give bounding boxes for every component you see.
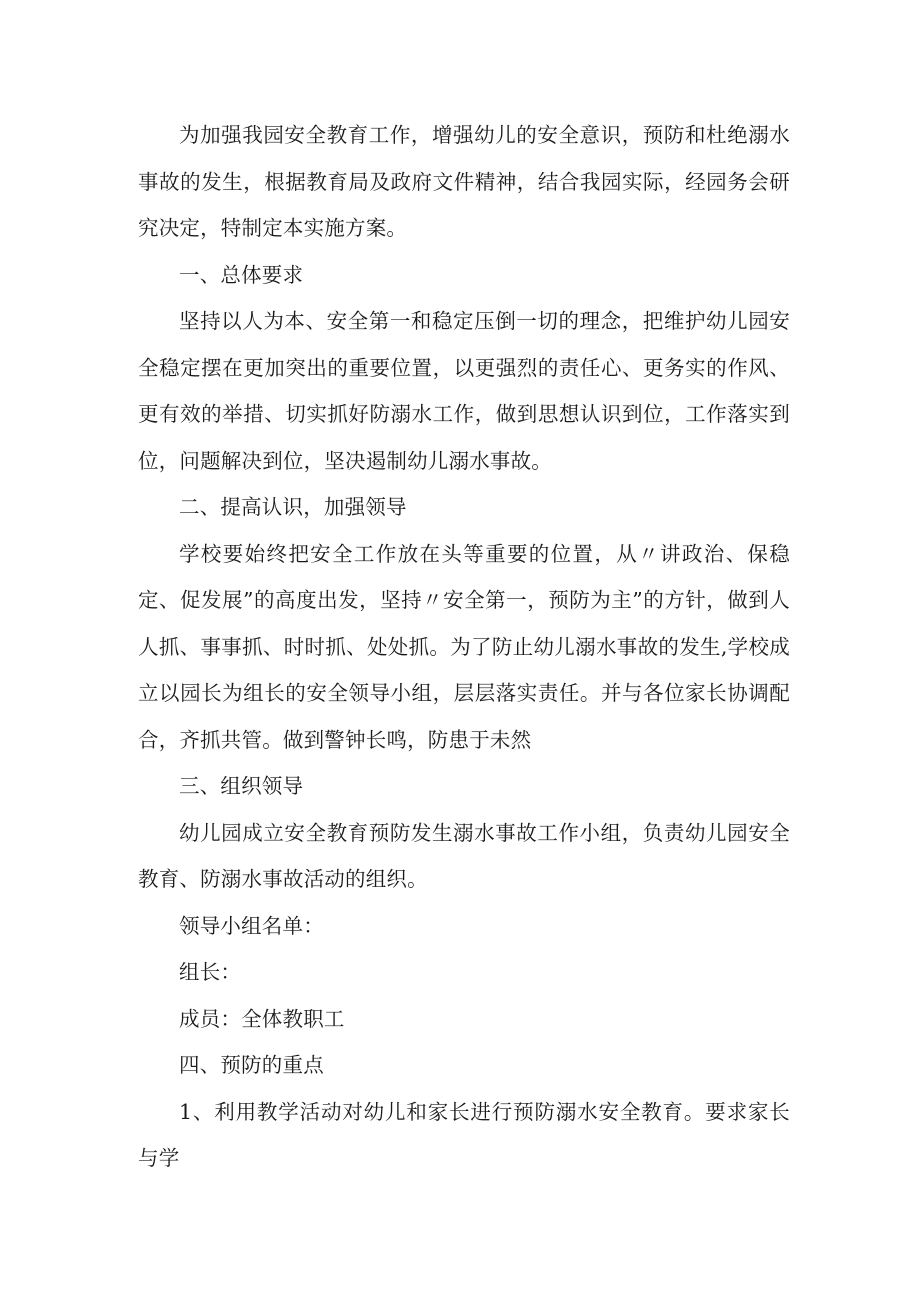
leadership-list-label: 领导小组名单： bbox=[179, 913, 324, 938]
document-body bbox=[138, 112, 790, 1182]
section-heading-prevention-focus: 四、预防的重点 bbox=[179, 1053, 324, 1077]
organization-paragraph: 幼儿园成立安全教育预防发生溺水事故工作小组，负责幼儿园安全教育、防溺水事故活动的组织。 bbox=[138, 820, 790, 891]
prevention-item-1: 1、利用教学活动对幼儿和家长进行预防溺水安全教育。要求家长与学 bbox=[138, 1099, 790, 1170]
awareness-leadership-paragraph: 学校要始终把安全工作放在头等重要的位置，从〃讲政治、保稳定、促发展”的高度出发，坚持〃安全第一，预防为主”的方针，做到人人抓、事事抓、时时抓、处处抓。为了防止幼儿溺水事故的发生,学校成立以园长为组长的安全领导小组，层层落实责任。并与各位家长协调配合，齐抓共管。做到警钟长鸣，防患于未然 bbox=[138, 541, 790, 752]
section-heading-general-requirements: 一、总体要求 bbox=[179, 262, 304, 287]
general-requirements-paragraph: 坚持以人为本、安全第一和稳定压倒一切的理念，把维护幼儿园安全稳定摆在更加突出的重要位置，以更强烈的责任心、更务实的作风、更有效的举措、切实抓好防溺水工作，做到思想认识到位，工作落实到位，问题解决到位，坚决遏制幼儿溺水事故。 bbox=[138, 309, 790, 473]
group-leader-line: 组长： bbox=[179, 960, 242, 984]
section-heading-organization: 三、组织领导 bbox=[179, 774, 304, 798]
members-line: 成员：全体教职工 bbox=[179, 1006, 345, 1031]
intro-paragraph: 为加强我园安全教育工作，增强幼儿的安全意识，预防和杜绝溺水事故的发生，根据教育局及政府文件精神，结合我园实际，经园务会研究决定，特制定本实施方案。 bbox=[138, 123, 790, 240]
section-heading-awareness-leadership: 二、提高认识，加强领导 bbox=[179, 495, 407, 519]
